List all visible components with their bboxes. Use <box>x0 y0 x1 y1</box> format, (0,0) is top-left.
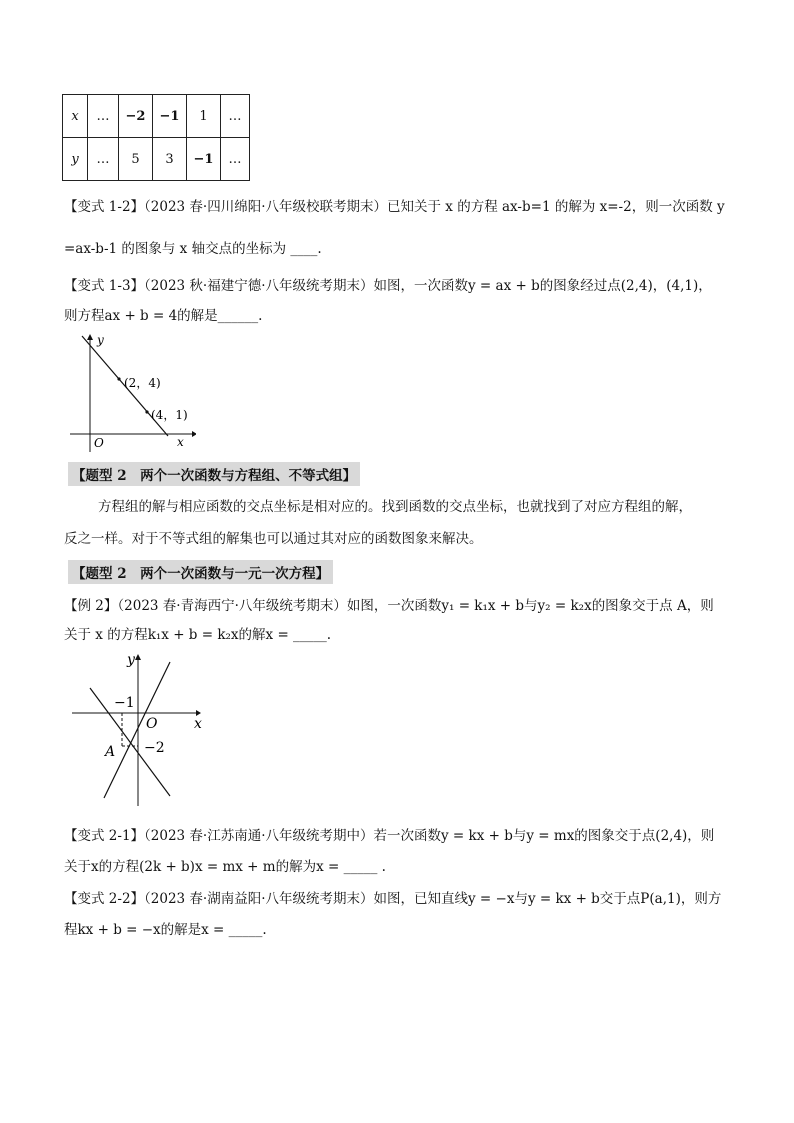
graph-two-lines-intersection <box>70 648 210 808</box>
question-text: 如图，一次函数y = ax + b的图象经过点(2,4)，(4,1)， <box>373 278 712 294</box>
question-tag: 【变式 2-2】 <box>64 891 145 907</box>
question-ex2-line2: 关于 x 的方程k₁x + b = k₂x的解x = _____. <box>64 627 332 643</box>
paragraph: 方程组的解与相应函数的交点坐标是相对应的。找到函数的交点坐标，也就找到了对应方程组的解， <box>98 499 692 515</box>
graph-line-through-points <box>66 332 196 454</box>
table-cell: 5 <box>119 138 153 181</box>
question-v1-2-line2: =ax-b-1 的图象与 x 轴交点的坐标为 ____. <box>64 241 322 257</box>
point-a-label: A <box>105 744 116 760</box>
tick-label-minus2: −2 <box>144 740 165 756</box>
table-cell: −2 <box>119 95 153 138</box>
origin-label: O <box>146 716 158 732</box>
point-label-1: (2，4) <box>124 376 161 390</box>
table-cell: −1 <box>153 95 187 138</box>
question-source: （2023 春·湖南益阳·八年级统考期末） <box>144 891 374 907</box>
question-v1-3-line2: 则方程ax + b = 4的解是______. <box>64 308 263 324</box>
question-text: 若一次函数y = kx + b与y = mx的图象交于点(2,4)，则 <box>373 828 715 844</box>
table-cell: x <box>63 95 88 138</box>
question-tag: 【变式 1-3】 <box>64 278 145 294</box>
question-v1-2-line1 <box>64 195 725 215</box>
question-text: 已知关于 x 的方程 ax-b=1 的解为 x=-2，则一次函数 y <box>387 199 725 215</box>
table-row-y <box>63 138 250 181</box>
table-cell: −1 <box>187 138 221 181</box>
x-axis-label: x <box>194 716 202 732</box>
table-row-x <box>63 95 250 138</box>
question-tag: 【变式 1-2】 <box>64 199 145 215</box>
question-tag: 【变式 2-1】 <box>64 828 145 844</box>
question-v2-1-line2: 关于x的方程(2k + b)x = mx + m的解为x = _____ . <box>64 859 386 875</box>
table-cell: y <box>63 138 88 181</box>
table-cell: … <box>88 138 119 181</box>
x-axis-label: x <box>177 435 184 449</box>
origin-label: O <box>94 436 104 450</box>
question-v2-2-line1 <box>64 887 721 907</box>
section-header: 【题型 2 两个一次函数与方程组、不等式组】 <box>68 462 360 486</box>
question-tag: 【例 2】 <box>64 598 118 614</box>
question-v2-1-line1 <box>64 824 714 844</box>
table-cell: … <box>221 138 250 181</box>
point-label-2: (4，1) <box>151 408 188 422</box>
question-v2-2-line2: 程kx + b = −x的解是x = _____. <box>64 922 267 938</box>
table-cell: 1 <box>187 95 221 138</box>
y-axis-label: y <box>97 333 104 347</box>
table-cell: … <box>88 95 119 138</box>
point-marker <box>145 410 148 413</box>
value-table <box>62 94 250 181</box>
question-source: （2023 秋·福建宁德·八年级统考期末） <box>144 278 374 294</box>
line-y2 <box>104 662 170 798</box>
tick-label-minus1: −1 <box>114 695 135 711</box>
question-source: （2023 春·四川绵阳·八年级校联考期末） <box>144 199 388 215</box>
question-source: （2023 春·江苏南通·八年级统考期中） <box>144 828 374 844</box>
question-text: 如图，已知直线y = −x与y = kx + b交于点P(a,1)，则方 <box>373 891 722 907</box>
point-marker <box>117 377 120 380</box>
question-text: 如图，一次函数y₁ = k₁x + b与y₂ = k₂x的图象交于点 A，则 <box>346 598 714 614</box>
question-source: （2023 春·青海西宁·八年级统考期末） <box>117 598 347 614</box>
table-cell: … <box>221 95 250 138</box>
paragraph: 反之一样。对于不等式组的解集也可以通过其对应的函数图象来解决。 <box>64 531 483 547</box>
question-ex2-line1 <box>64 594 714 614</box>
table-cell: 3 <box>153 138 187 181</box>
question-v1-3-line1 <box>64 274 712 294</box>
section-header: 【题型 2 两个一次函数与一元一次方程】 <box>68 560 333 584</box>
y-axis-label: y <box>127 652 135 668</box>
